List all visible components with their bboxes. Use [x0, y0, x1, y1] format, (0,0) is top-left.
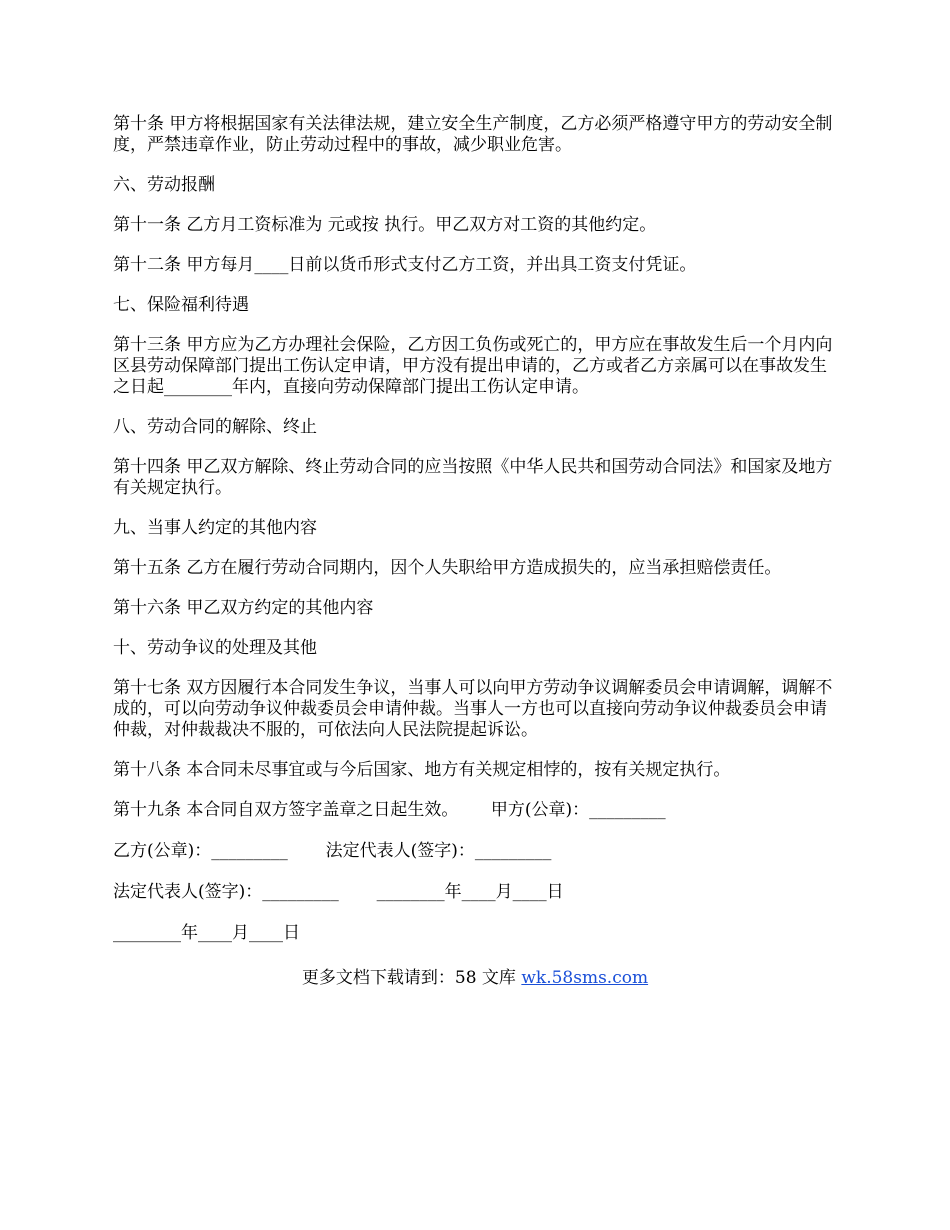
clause-11: 第十一条 乙方月工资标准为 元或按 执行。甲乙双方对工资的其他约定。 [113, 215, 657, 235]
signature-line-4: ________年____月____日 [113, 923, 300, 943]
signature-line-3: 法定代表人(签字)：_________ ________年____月____日 [113, 882, 564, 902]
document-body [113, 114, 843, 964]
clause-10: 第十条 甲方将根据国家有关法律法规，建立安全生产制度，乙方必须严格遵守甲方的劳动安全制度，严禁违章作业，防止劳动过程中的事故，减少职业危害。 [113, 114, 833, 155]
signature-line-1: 第十九条 本合同自双方签字盖章之日起生效。 甲方(公章)：_________ [113, 800, 666, 820]
clause-14: 第十四条 甲乙双方解除、终止劳动合同的应当按照《中华人民共和国劳动合同法》和国家及地方有关规定执行。 [113, 457, 833, 498]
section-heading-10: 十、劳动争议的处理及其他 [113, 638, 317, 658]
clause-13: 第十三条 甲方应为乙方办理社会保险，乙方因工负伤或死亡的，甲方应在事故发生后一个月内向区县劳动保障部门提出工伤认定申请，甲方没有提出申请的，乙方或者乙方亲属可以在事故发生之日起________年内，直接向劳动保障部门提出工伤认定申请。 [113, 335, 833, 397]
download-footer [0, 968, 950, 989]
signature-line-2: 乙方(公章)：_________ 法定代表人(签字)：_________ [113, 841, 552, 861]
section-heading-7: 七、保险福利待遇 [113, 295, 249, 315]
clause-15: 第十五条 乙方在履行劳动合同期内，因个人失职给甲方造成损失的，应当承担赔偿责任。 [113, 558, 782, 578]
clause-12: 第十二条 甲方每月____日前以货币形式支付乙方工资，并出具工资支付凭证。 [113, 255, 697, 275]
clause-18: 第十八条 本合同未尽事宜或与今后国家、地方有关规定相悖的，按有关规定执行。 [113, 760, 731, 780]
section-heading-8: 八、劳动合同的解除、终止 [113, 417, 317, 437]
footer-link[interactable]: wk.58sms.com [521, 968, 649, 988]
clause-16: 第十六条 甲乙双方约定的其他内容 [113, 598, 374, 618]
section-heading-6: 六、劳动报酬 [113, 175, 215, 195]
footer-prefix: 更多文档下载请到：58 文库 [301, 968, 522, 988]
section-heading-9: 九、当事人约定的其他内容 [113, 518, 317, 538]
clause-17: 第十七条 双方因履行本合同发生争议，当事人可以向甲方劳动争议调解委员会申请调解，调解不成的，可以向劳动争议仲裁委员会申请仲裁。当事人一方也可以直接向劳动争议仲裁委员会申请仲裁，对仲裁裁决不服的，可依法向人民法院提起诉讼。 [113, 678, 833, 740]
